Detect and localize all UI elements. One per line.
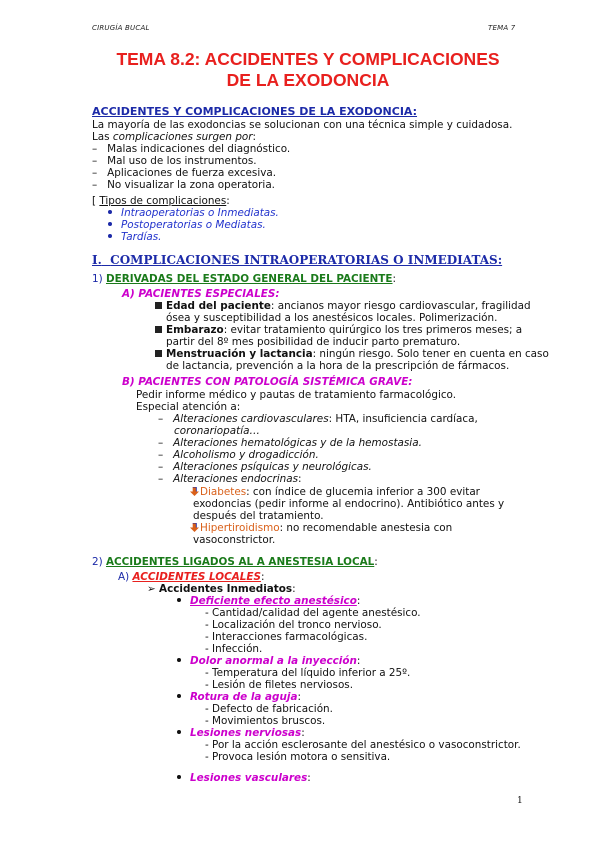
type-item: Postoperatorias o Mediatas. [121,219,266,231]
cause-item: Malas indicaciones del diagnóstico. [107,143,291,155]
intro-heading: ACCIDENTES Y COMPLICACIONES DE LA EXODONCIA: [92,105,418,118]
section-number: I. [92,253,102,267]
types-colon: : [226,195,230,207]
cause-item: Mal uso de los instrumentos. [107,155,257,167]
category-prefix: A) [118,571,133,583]
types-label-text: Tipos de complicaciones [99,195,227,207]
category-a: A) PACIENTES ESPECIALES: [122,288,280,300]
item-text: : ancianos mayor riesgo cardiovascular, fragilidad [270,300,531,312]
list-item [108,231,161,244]
item-bold: Menstruación y lactancia [166,348,313,360]
item-italic: Alcoholismo y drogadicción. [173,449,319,461]
item-continuation: de lactancia, prevención a la hora de la prescripción de fármacos. [166,360,510,372]
item-continuation: coronariopatía… [174,425,260,437]
subsection-colon: : [392,273,397,285]
item-bold: Embarazo [166,324,224,336]
condition-text: : no recomendable anestesia con [279,522,453,534]
group-subitem: - Provoca lesión motora o sensitiva. [205,751,391,763]
item-continuation: exodoncias (pedir informe al endocrino). Antibiótico antes y [193,498,505,510]
paragraph: Especial atención a: [136,401,241,413]
types-bracket: [ [92,195,97,207]
category-title: ACCIDENTES LOCALES [132,571,261,583]
type-item: Intraoperatorias o Inmediatas. [121,207,279,219]
arrow-bullet-icon: ➢ [147,583,156,595]
header-subject: CIRUGÍA BUCAL [92,24,150,32]
item-italic: Alteraciones psíquicas y neurológicas. [173,461,372,473]
group-title: Deficiente efecto anestésico [190,595,357,607]
item-italic: Alteraciones cardiovasculares [173,413,329,425]
list-item: – Alteraciones endocrinas: [158,473,302,485]
subsection-title: DERIVADAS DEL ESTADO GENERAL DEL PACIENTE [105,273,393,285]
list-item: – Alcoholismo y drogadicción. [158,449,319,461]
list-item: – Mal uso de los instrumentos. [92,155,257,167]
group-subitem: - Localización del tronco nervioso. [205,619,382,631]
group-title: Dolor anormal a la inyección [190,655,357,667]
page-title-line2: DE LA EXODONCIA [226,70,390,90]
subsection-title: ACCIDENTES LIGADOS AL A ANESTESIA LOCAL [105,556,375,568]
arrow-down-icon [190,487,199,496]
header-topic: TEMA 7 [488,24,516,32]
item-continuation: después del tratamiento. [193,510,324,522]
subsection-number: 2) [92,556,103,568]
list-item: – Alteraciones hematológicas y de la hemostasia. [158,437,422,449]
category-b: B) PACIENTES CON PATOLOGÍA SISTÉMICA GRAVE: [122,376,413,388]
list-item: Dolor anormal a la inyección: [177,655,360,668]
item-text: : ningún riesgo. Solo tener en cuenta en caso [312,348,549,360]
subsection-2 [92,556,378,569]
group-subitem: - Interacciones farmacológicas. [205,631,368,643]
condition-name: Hipertiroidismo [200,522,280,534]
list-item: – Alteraciones cardiovasculares: HTA, insuficiencia cardíaca, [158,413,478,425]
cause-item: No visualizar la zona operatoria. [107,179,275,191]
condition-text: : con índice de glucemia inferior a 300 evitar [246,486,480,498]
group-subitem: - Cantidad/calidad del agente anestésico. [205,607,421,619]
group-subitem: - Lesión de filetes nerviosos. [205,679,354,691]
list-item: Lesiones nerviosas: [177,727,305,740]
item-continuation: partir del 8º mes posibilidad de inducir parto prematuro. [166,336,461,348]
item-continuation: ósea y susceptibilidad a los anestésicos locales. Polimerización. [166,312,498,324]
subsection-number: 1) [92,273,103,285]
category-colon: : [260,571,265,583]
paragraph: Pedir informe médico y pautas de tratamiento farmacológico. [136,389,457,401]
item-italic: Alteraciones hematológicas y de la hemostasia. [173,437,422,449]
section-heading [92,254,502,267]
page-number: 1 [517,796,523,806]
cause-item: Aplicaciones de fuerza excesiva. [107,167,277,179]
item-italic: Alteraciones endocrinas [173,473,299,485]
item-bold: Edad del paciente [166,300,271,312]
causes-intro-c: : [252,131,257,143]
list-item: – Alteraciones psíquicas y neurológicas. [158,461,372,473]
group-subitem: - Por la acción esclerosante del anestésico o vasoconstrictor. [205,739,521,751]
condition-name: Diabetes [200,486,247,498]
subsection-1 [92,273,396,286]
intro-paragraph: La mayoría de las exodoncias se solucionan con una técnica simple y cuidadosa. [92,119,513,131]
page-title-line1: TEMA 8.2: ACCIDENTES Y COMPLICACIONES [116,49,500,69]
subgroup-title: Accidentes Inmediatos [159,583,293,595]
group-title: Rotura de la aguja [190,691,298,703]
subsection-colon: : [374,556,378,568]
type-item: Tardías. [121,231,162,243]
subgroup-colon: : [292,583,296,595]
group-subitem: - Defecto de fabricación. [205,703,333,715]
group-subitem: - Infección. [205,643,263,655]
group-title: Lesiones nerviosas [190,727,302,739]
group-subitem: - Temperatura del líquido inferior a 25º. [205,667,411,679]
group-title: Lesiones vasculares [190,772,308,784]
list-item: Deficiente efecto anestésico: [177,595,360,608]
list-item: – Malas indicaciones del diagnóstico. [92,143,291,155]
causes-intro-b: complicaciones surgen por [112,131,253,143]
item-text: : evitar tratamiento quirúrgico los tres primeros meses; a [223,324,523,336]
section-title: COMPLICACIONES INTRAOPERATORIAS O INMEDIATAS: [110,253,503,267]
item-continuation: vasoconstrictor. [193,534,276,546]
item-text: : [298,473,302,485]
causes-intro-a: Las [92,131,113,143]
list-item: – Aplicaciones de fuerza excesiva. [92,167,277,179]
list-item: Rotura de la aguja: [177,691,301,704]
item-text: : HTA, insuficiencia cardíaca, [328,413,478,425]
list-item: – No visualizar la zona operatoria. [92,179,275,191]
list-item: Lesiones vasculares: [177,772,311,785]
arrow-down-icon [190,523,199,532]
group-subitem: - Movimientos bruscos. [205,715,326,727]
